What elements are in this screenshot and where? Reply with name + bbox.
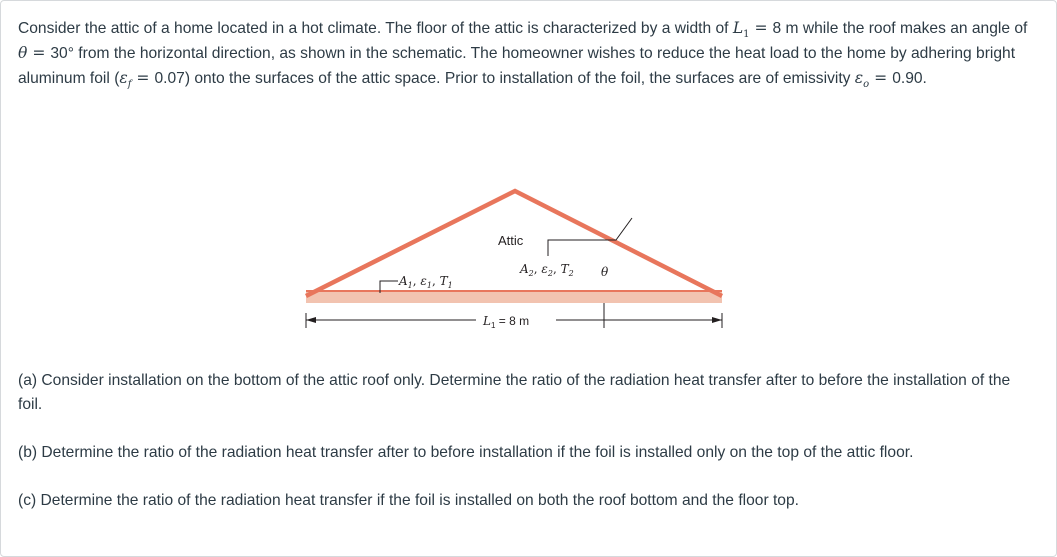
question-b: (b) Determine the ratio of the radiation heat transfer after to before installation if the foil is installed only on the top of the attic floor. (18, 444, 914, 461)
l1-symbol: L (732, 19, 744, 37)
theta-value: 30° (50, 45, 74, 62)
question-a: (a) Consider installation on the bottom of the attic roof only. Determine the ratio of the radiation heat transfer after to before the installation of the foil. (18, 372, 1011, 413)
eo-value: 0.90 (892, 70, 923, 87)
question-c: (c) Determine the ratio of the radiation heat transfer if the foil is installed on both the roof bottom and the floor top. (18, 492, 799, 509)
l1-value: 8 m (772, 20, 799, 37)
width-arrow-right (712, 317, 722, 323)
theta-label: θ (601, 265, 609, 279)
problem-statement: Consider the attic of a home located in a hot climate. The floor of the attic is characterized by a width of $L_1 = 8$ m while the roof makes an angle of θ = 30° from the horizontal direction, as shown in the schematic. The homeowner wishes to reduce the heat load to the home by adhering bright aluminum foil $(\varepsilon_f = 0.07)$ onto the surfaces of the attic space. Prior to installation of the foil, the surfaces are of emissivity $\varepsilon_o = 0.90$. (18, 19, 1028, 91)
attic-floor (306, 291, 722, 303)
theta-symbol: θ (18, 44, 28, 62)
width-dimension-label: $L_1 = 8$ m (483, 314, 530, 330)
eo-symbol: ε (854, 69, 864, 87)
attic-label: Attic (498, 233, 524, 248)
ef-symbol: ε (119, 69, 128, 87)
width-arrow-left (306, 317, 316, 323)
a2-leader-line (548, 218, 632, 256)
a1-label: $A_1$, $\varepsilon_1$, $T_1$ (399, 274, 453, 290)
a2-label: $A_2$, $\varepsilon_2$, $T_2$ (520, 262, 574, 278)
ef-value: 0.07 (154, 70, 185, 87)
attic-schematic (280, 175, 740, 350)
